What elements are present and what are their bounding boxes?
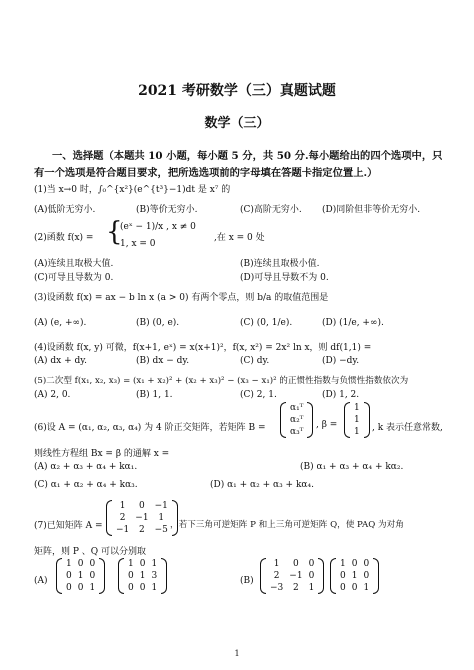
q7-option-a-matrix-q — [118, 558, 167, 594]
q6-matrix-b-cell: α₁ᵀ — [290, 403, 304, 413]
matrix-cell: −5 — [154, 525, 168, 535]
matrix-cell: 1 — [119, 501, 126, 511]
q2-brace: { — [106, 217, 123, 247]
matrix-cell: 2 — [273, 571, 280, 581]
q6-prefix: (6)设 A = (α₁, α₂, α₃, α₄) 为 4 阶正交矩阵，若矩阵 B = — [34, 423, 266, 433]
q4-option-b: (B) dx − dy. — [136, 356, 190, 366]
matrix-cell: 0 — [293, 559, 299, 569]
q7-option-b-matrix-p — [260, 558, 324, 594]
matrix-cell: 0 — [308, 559, 315, 569]
matrix-cell: −3 — [270, 583, 284, 593]
q2-option-c: (C)可导且导数为 0. — [34, 273, 114, 283]
q5-option-d: (D) 1, 2. — [322, 390, 360, 400]
matrix-cell: −1 — [135, 513, 149, 523]
q3-option-a: (A) (e, +∞). — [34, 318, 87, 328]
q6-matrix-b-cell: α₃ᵀ — [290, 427, 304, 437]
q2-option-a: (A)连续且取极大值. — [34, 259, 114, 269]
q3-option-b: (B) (0, e). — [136, 318, 180, 328]
matrix-cell: 1 — [158, 513, 165, 523]
exam-title: 2021 考研数学（三）真题试题 — [138, 83, 336, 99]
q1-option-c: (C)高阶无穷小. — [240, 205, 302, 215]
matrix-cell: 1 — [363, 583, 370, 593]
q1-stem: (1)当 x→0 时，∫₀^{x²}(e^{t³}−1)dt 是 x⁷ 的 — [34, 185, 231, 195]
section-intro: 一、选择题（本题共 10 小题，每小题 5 分，共 50 分.每小题给出的四个选项中，只有一个选项是符合题目要求，把所选选项前的字母填在答题卡指定位置上.） — [34, 150, 443, 179]
matrix-cell: 3 — [151, 571, 158, 581]
q3-option-d: (D) (1/e, +∞). — [322, 318, 384, 328]
q6-option-b: (B) α₁ + α₃ + α₄ + kα₂. — [300, 462, 404, 472]
q7-line-2: 矩阵，则 P 、Q 可以分别取 — [34, 547, 147, 557]
matrix-cell: 0 — [308, 571, 315, 581]
q7-suffix: ，若下三角可逆矩阵 P 和上三角可逆矩阵 Q，使 PAQ 为对角 — [170, 520, 404, 530]
matrix-cell: 0 — [363, 571, 370, 581]
matrix-cell: 0 — [340, 571, 346, 581]
matrix-cell: 0 — [89, 559, 96, 569]
matrix-cell: 1 — [128, 559, 134, 569]
matrix-cell: 0 — [128, 571, 134, 581]
matrix-cell: 1 — [151, 559, 158, 569]
q6-option-a: (A) α₂ + α₃ + α₄ + kα₁. — [34, 462, 138, 472]
q4-option-a: (A) dx + dy. — [34, 356, 87, 366]
q7-option-b-label: (B) — [240, 576, 254, 586]
matrix-cell: 1 — [66, 559, 72, 569]
matrix-cell: 1 — [89, 583, 96, 593]
q6-option-c: (C) α₁ + α₂ + α₄ + kα₃. — [34, 480, 138, 490]
q3-option-c: (C) (0, 1/e). — [240, 318, 293, 328]
q2-option-d: (D)可导且导数不为 0. — [240, 273, 329, 283]
matrix-cell: 0 — [89, 571, 96, 581]
q2-prefix: (2)函数 f(x) = — [34, 233, 94, 243]
matrix-cell: 0 — [139, 559, 146, 569]
matrix-cell: 0 — [77, 559, 84, 569]
matrix-cell: 1 — [351, 571, 358, 581]
q2-option-b: (B)连续且取极小值. — [240, 259, 320, 269]
q7-option-b-matrix-q — [330, 558, 379, 594]
matrix-cell: 1 — [340, 559, 346, 569]
matrix-cell: 0 — [340, 583, 346, 593]
q6-vector-beta-cell: 1 — [354, 427, 360, 437]
q7-prefix: (7)已知矩阵 A = — [34, 521, 103, 531]
q2-case-2: 1, x = 0 — [120, 239, 156, 249]
matrix-cell: 2 — [293, 583, 299, 593]
matrix-cell: 1 — [308, 583, 315, 593]
exam-subtitle: 数学（三） — [204, 116, 270, 131]
matrix-cell: 0 — [66, 571, 72, 581]
q3-stem: (3)设函数 f(x) = ax − b ln x (a > 0) 有两个零点，则 b/a 的取值范围是 — [34, 293, 329, 303]
matrix-cell: 0 — [139, 583, 146, 593]
q1-option-d: (D)同阶但非等价无穷小. — [322, 205, 421, 215]
q5-option-b: (B) 1, 1. — [136, 390, 173, 400]
matrix-cell: 1 — [77, 571, 84, 581]
matrix-cell: −1 — [116, 525, 130, 535]
matrix-cell: 0 — [351, 583, 358, 593]
matrix-cell: −1 — [289, 571, 303, 581]
q4-option-d: (D) −dy. — [322, 356, 360, 366]
q1-option-a: (A)低阶无穷小. — [34, 205, 96, 215]
q6-matrix-b — [280, 402, 313, 438]
q6-vector-beta-cell: 1 — [354, 403, 360, 413]
matrix-cell: 2 — [119, 513, 126, 523]
q4-stem: (4)设函数 f(x, y) 可微，f(x+1, eˣ) = x(x+1)²，f(x, x²) = 2x² ln x，则 df(1,1) = — [34, 343, 372, 353]
matrix-cell: 0 — [77, 583, 84, 593]
q6-beta-label: , β = — [316, 420, 338, 430]
q6-suffix: , k 表示任意常数, — [372, 423, 443, 433]
q7-option-a-label: (A) — [34, 576, 48, 586]
matrix-cell: 1 — [151, 583, 158, 593]
q6-matrix-b-cell: α₂ᵀ — [290, 415, 304, 425]
q2-suffix: ,在 x = 0 处 — [214, 233, 265, 243]
matrix-cell: 0 — [66, 583, 72, 593]
q6-option-d: (D) α₁ + α₂ + α₃ + kα₄. — [210, 480, 314, 490]
q5-option-a: (A) 2, 0. — [34, 390, 71, 400]
matrix-cell: 0 — [351, 559, 358, 569]
matrix-cell: 0 — [139, 501, 145, 511]
matrix-cell: 1 — [139, 571, 146, 581]
q6-vector-beta-cell: 1 — [354, 415, 360, 425]
matrix-cell: −1 — [154, 501, 168, 511]
q7-option-a-matrix-p — [56, 558, 105, 594]
q5-stem: (5)二次型 f(x₁, x₂, x₃) = (x₁ + x₂)² + (x₂ + x₃)² − (x₃ − x₁)² 的正惯性指数与负惯性指数依次为 — [34, 376, 409, 386]
q4-option-c: (C) dy. — [240, 356, 270, 366]
matrix-cell: 1 — [273, 559, 280, 569]
matrix-cell: 2 — [139, 525, 145, 535]
q6-line-2: 则线性方程组 Bx = β 的通解 x = — [34, 449, 170, 459]
page-number: 1 — [234, 649, 240, 658]
q5-option-c: (C) 2, 1. — [240, 390, 277, 400]
q2-case-1: (eˣ − 1)/x , x ≠ 0 — [120, 222, 196, 232]
q7-matrix-a — [106, 500, 178, 536]
matrix-cell: 0 — [128, 583, 134, 593]
matrix-cell: 0 — [363, 559, 370, 569]
q6-vector-beta — [344, 402, 370, 438]
q1-option-b: (B)等价无穷小. — [136, 205, 198, 215]
